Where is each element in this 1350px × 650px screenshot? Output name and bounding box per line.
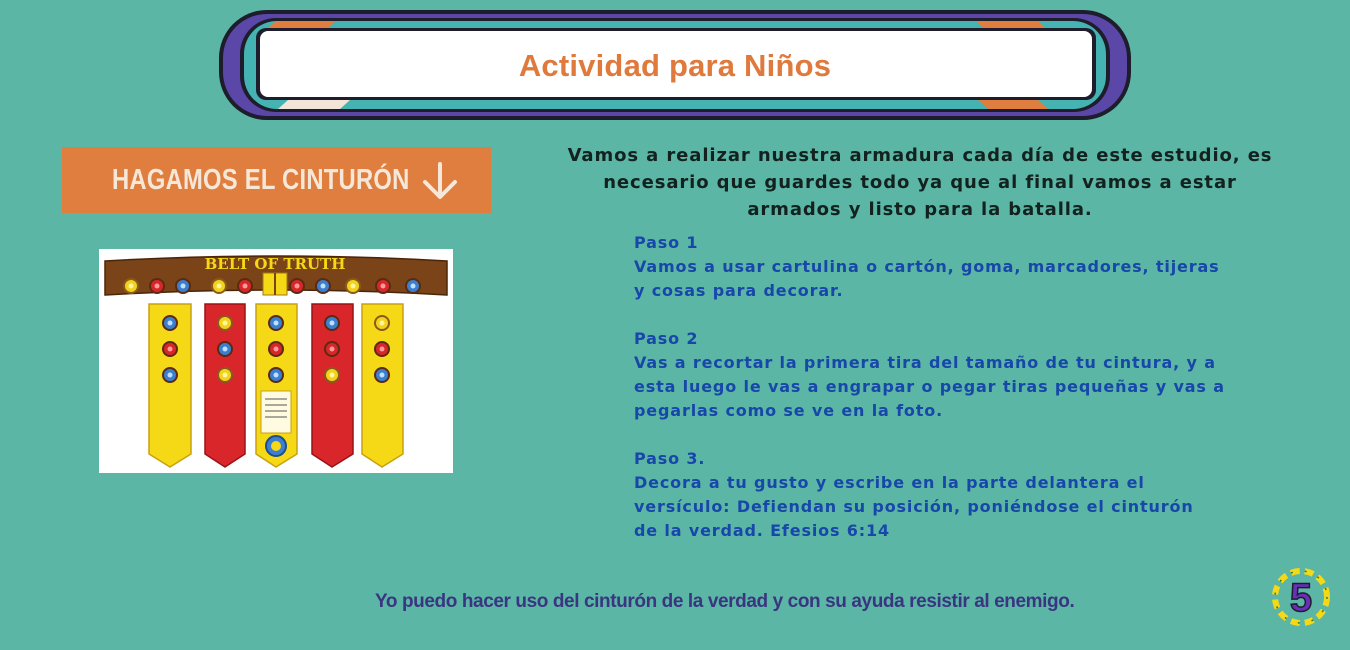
step-line: Vamos a usar cartulina o cartón, goma, marcadores, tijeras [634, 257, 1220, 276]
number-five-badge-icon [1270, 566, 1332, 628]
step-line: Decora a tu gusto y escribe en la parte delantera el [634, 473, 1145, 492]
belt-of-truth-label: BELT OF TRUTH [204, 255, 346, 273]
step-line: de la verdad. Efesios 6:14 [634, 521, 890, 540]
make-belt-button[interactable] [62, 147, 491, 213]
step-line: Vas a recortar la primera tira del tamaño de tu cintura, y a [634, 353, 1216, 372]
step-title: Paso 2 [634, 329, 699, 348]
belt-of-truth-photo [99, 249, 453, 473]
step-line: esta luego le vas a engrapar o pegar tiras pequeñas y vas a [634, 377, 1225, 396]
page-title: Actividad para Niños [518, 48, 832, 83]
step-line: pegarlas como se ve en la foto. [634, 401, 944, 420]
intro-line: armados y listo para la batalla. [747, 199, 1093, 220]
title-banner [218, 8, 1132, 122]
intro-line: Vamos a realizar nuestra armadura cada día de este estudio, es [567, 145, 1273, 166]
steps-list [634, 231, 1254, 567]
make-belt-button-label: HAGAMOS EL CINTURÓN [112, 164, 410, 196]
step-3 [634, 447, 1254, 543]
step-title: Paso 3. [634, 449, 706, 468]
intro-line: necesario que guardes todo ya que al final vamos a estar [603, 172, 1237, 193]
step-line: y cosas para decorar. [634, 281, 844, 300]
step-title: Paso 1 [634, 233, 699, 252]
step-line: versículo: Defiendan su posición, poniéndose el cinturón [634, 497, 1194, 516]
intro-paragraph [530, 142, 1310, 223]
footer-statement: Yo puedo hacer uso del cinturón de la verdad y con su ayuda resistir al enemigo. [375, 591, 1075, 612]
arrow-down-icon [420, 161, 460, 201]
step-1 [634, 231, 1254, 303]
step-2 [634, 327, 1254, 423]
badge-number: 5 [1289, 576, 1313, 620]
